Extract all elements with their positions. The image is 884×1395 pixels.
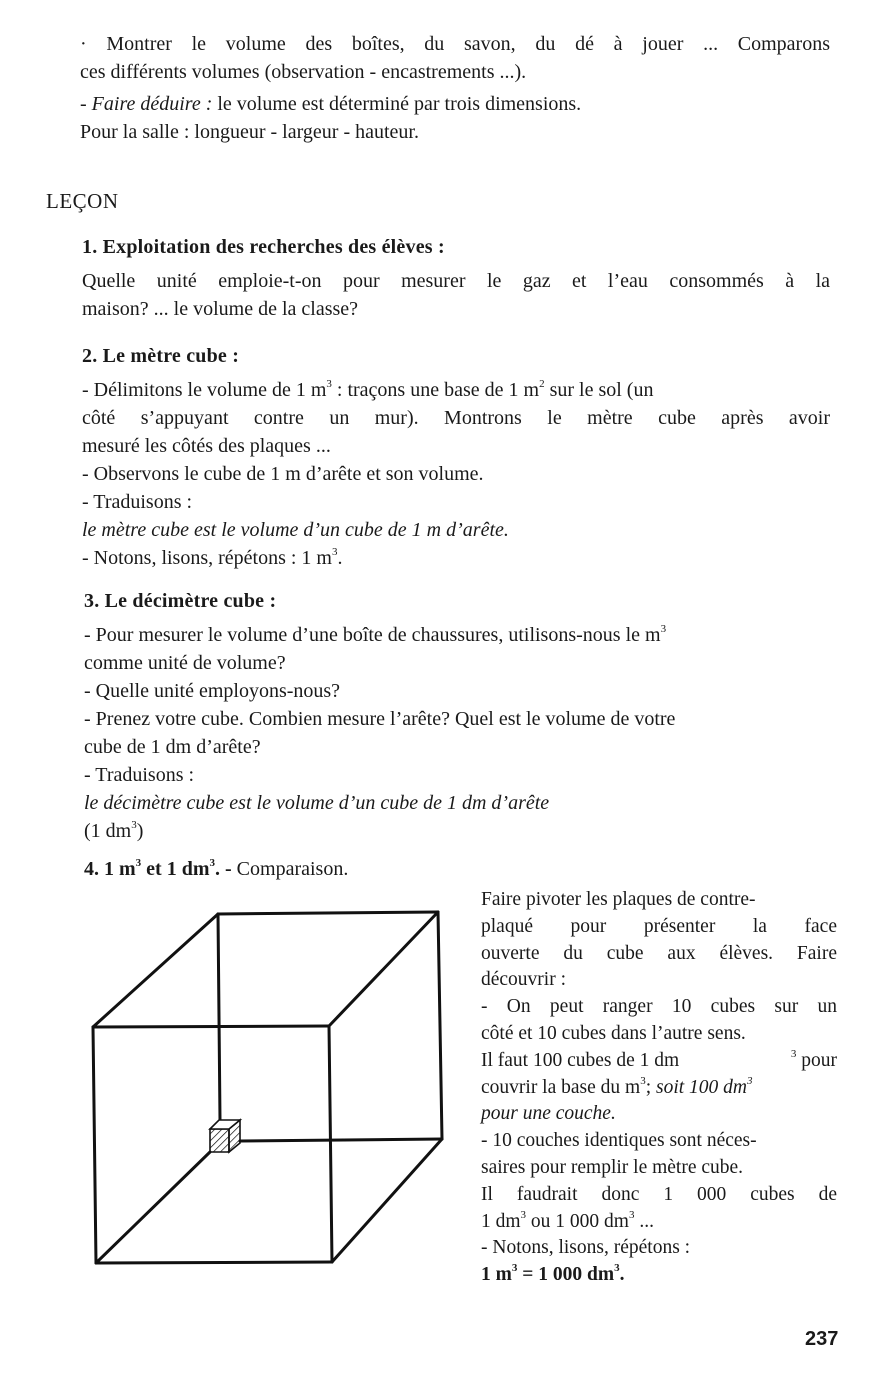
- section-3-line-8: [84, 817, 832, 845]
- s4-heading-line: [84, 855, 484, 883]
- s4-h-sup1: 3: [135, 857, 142, 869]
- section-2-line-7: [82, 544, 830, 572]
- section-3-definition: le décimètre cube est le volume d’un cube de 1 dm d’arête: [84, 792, 550, 814]
- rc-l15-sup2: 3: [614, 1262, 620, 1275]
- section-2-definition: le mètre cube est le volume d’un cube de 1 m d’arête.: [82, 519, 509, 541]
- section-1-line-1: Quelle unité emploie-t-on pour mesurer le gaz et l’eau consommés à la: [82, 270, 830, 292]
- intro-line-1: · Montrer le volume des boîtes, du savon, du dé à jouer ... Comparons: [80, 33, 830, 55]
- s3-l8b: ): [136, 820, 144, 842]
- s2-l7b: .: [337, 547, 343, 569]
- rc-line-3: ouverte du cube aux élèves. Faire: [481, 942, 837, 964]
- deduce-text: le volume est déterminé par trois dimensions.: [212, 93, 582, 115]
- cube-1m3-wireframe: [93, 912, 442, 1263]
- s4-h-b: et 1 dm: [141, 858, 210, 880]
- rc-line-7: [481, 1048, 837, 1075]
- cube-figure: [85, 905, 450, 1275]
- section-2: [82, 342, 830, 572]
- rc-l8-it: soit 100 dm: [656, 1076, 748, 1098]
- deduce-label: Faire déduire :: [91, 93, 213, 115]
- rc-l15-sup1: 3: [511, 1262, 518, 1275]
- rc-l13-sup1: 3: [520, 1208, 527, 1221]
- section-2-line-3: mesuré les côtés des plaques ...: [82, 435, 331, 457]
- rc-line-5: - On peut ranger 10 cubes sur un: [481, 996, 837, 1018]
- rc-l7-rest: [791, 1048, 837, 1075]
- rc-line-9: pour une couche.: [481, 1103, 616, 1125]
- section-2-heading: 2. Le mètre cube :: [82, 345, 240, 367]
- rc-l7b: pour: [796, 1049, 837, 1071]
- rc-line-6: côté et 10 cubes dans l’autre sens.: [481, 1022, 746, 1044]
- section-2-line-2: côté s’appuyant contre un mur). Montrons le mètre cube après avoir: [82, 407, 830, 429]
- rc-l15c: .: [619, 1264, 625, 1286]
- s2-l1b: : traçons une base de 1 m: [331, 379, 540, 401]
- section-4-heading: [84, 855, 484, 883]
- rc-l13c: ...: [634, 1210, 654, 1232]
- salle-line: Pour la salle : longueur - largeur - hauteur.: [80, 121, 419, 143]
- rc-l13-sup2: 3: [628, 1208, 635, 1221]
- page-number: 237: [805, 1328, 839, 1350]
- section-1-line-2: maison? ... le volume de la classe?: [82, 298, 359, 320]
- rc-line-13: [481, 1209, 837, 1236]
- s2-l1a: - Délimitons le volume de 1 m: [82, 379, 327, 401]
- section-1: [82, 233, 830, 323]
- section-3-heading: 3. Le décimètre cube :: [84, 590, 277, 612]
- rc-line-2: plaqué pour présenter la face: [481, 915, 837, 937]
- deduce-line: [80, 90, 830, 118]
- section-3-line-3: - Quelle unité employons-nous?: [84, 680, 341, 702]
- rc-line-8: [481, 1075, 837, 1102]
- lesson-title: LEÇON: [46, 189, 119, 213]
- section-2-line-1: [82, 376, 830, 404]
- cube-1dm3-hatched: [210, 1120, 240, 1152]
- s4-h-c: . -: [215, 858, 232, 880]
- rc-line-12: Il faudrait donc 1 000 cubes de: [481, 1183, 837, 1205]
- s3-l8a: (1 dm: [84, 820, 132, 842]
- s2-l1c: sur le sol (un: [544, 379, 654, 401]
- s3-l8-sup: 3: [131, 819, 137, 831]
- comparison-text: [481, 887, 837, 1289]
- s4-h-sup2: 3: [209, 857, 215, 869]
- section-3-line-6: - Traduisons :: [84, 764, 195, 786]
- section-3-line-2: comme unité de volume?: [84, 652, 286, 674]
- rc-l8a: couvrir la base du m: [481, 1076, 641, 1098]
- section-3-line-1: [84, 621, 832, 649]
- s2-l7-sup: 3: [332, 546, 338, 558]
- s4-h-plain: Comparaison.: [231, 858, 349, 880]
- rc-line-14: - Notons, lisons, répétons :: [481, 1237, 691, 1259]
- section-2-line-4: - Observons le cube de 1 m d’arête et son volume.: [82, 463, 484, 485]
- section-1-heading: 1. Exploitation des recherches des élèves :: [82, 236, 445, 258]
- section-3: [84, 587, 832, 845]
- rc-line-15-formula: [481, 1262, 837, 1289]
- s3-l1-sup: 3: [660, 623, 667, 635]
- rc-line-10: - 10 couches identiques sont néces-: [481, 1130, 757, 1152]
- s2-l1-sup1: 3: [326, 378, 332, 390]
- rc-l8b: ;: [645, 1076, 656, 1098]
- rc-l7-sup: 3: [790, 1047, 797, 1060]
- rc-l8-it-sup: 3: [747, 1074, 753, 1087]
- rc-line-11: saires pour remplir le mètre cube.: [481, 1156, 744, 1178]
- deduce-dash: -: [80, 93, 92, 115]
- rc-line-4: découvrir :: [481, 969, 567, 991]
- rc-l15b: = 1 000 dm: [517, 1264, 615, 1286]
- rc-l13b: ou 1 000 dm: [526, 1210, 629, 1232]
- rc-l13a: 1 dm: [481, 1210, 521, 1232]
- rc-line-1: Faire pivoter les plaques de contre-: [481, 889, 756, 910]
- section-2-line-5: - Traduisons :: [82, 491, 193, 513]
- intro-line-2: ces différents volumes (observation - encastrements ...).: [80, 61, 527, 83]
- s3-l1a: - Pour mesurer le volume d’une boîte de chaussures, utilisons-nous le m: [84, 624, 661, 646]
- s4-h-a: 4. 1 m: [84, 858, 136, 880]
- rc-l8-sup: 3: [640, 1074, 646, 1087]
- s2-l1-text: [82, 376, 653, 404]
- s2-l7a: - Notons, lisons, répétons : 1 m: [82, 547, 332, 569]
- intro-block: [80, 30, 830, 146]
- rc-l15a: 1 m: [481, 1264, 512, 1286]
- s2-l1-sup2: 2: [539, 378, 545, 390]
- rc-l7a: Il faut 100 cubes de 1 dm: [481, 1049, 680, 1071]
- section-3-line-5: cube de 1 dm d’arête?: [84, 736, 261, 758]
- section-3-line-4: - Prenez votre cube. Combien mesure l’arête? Quel est le volume de votre: [84, 708, 676, 730]
